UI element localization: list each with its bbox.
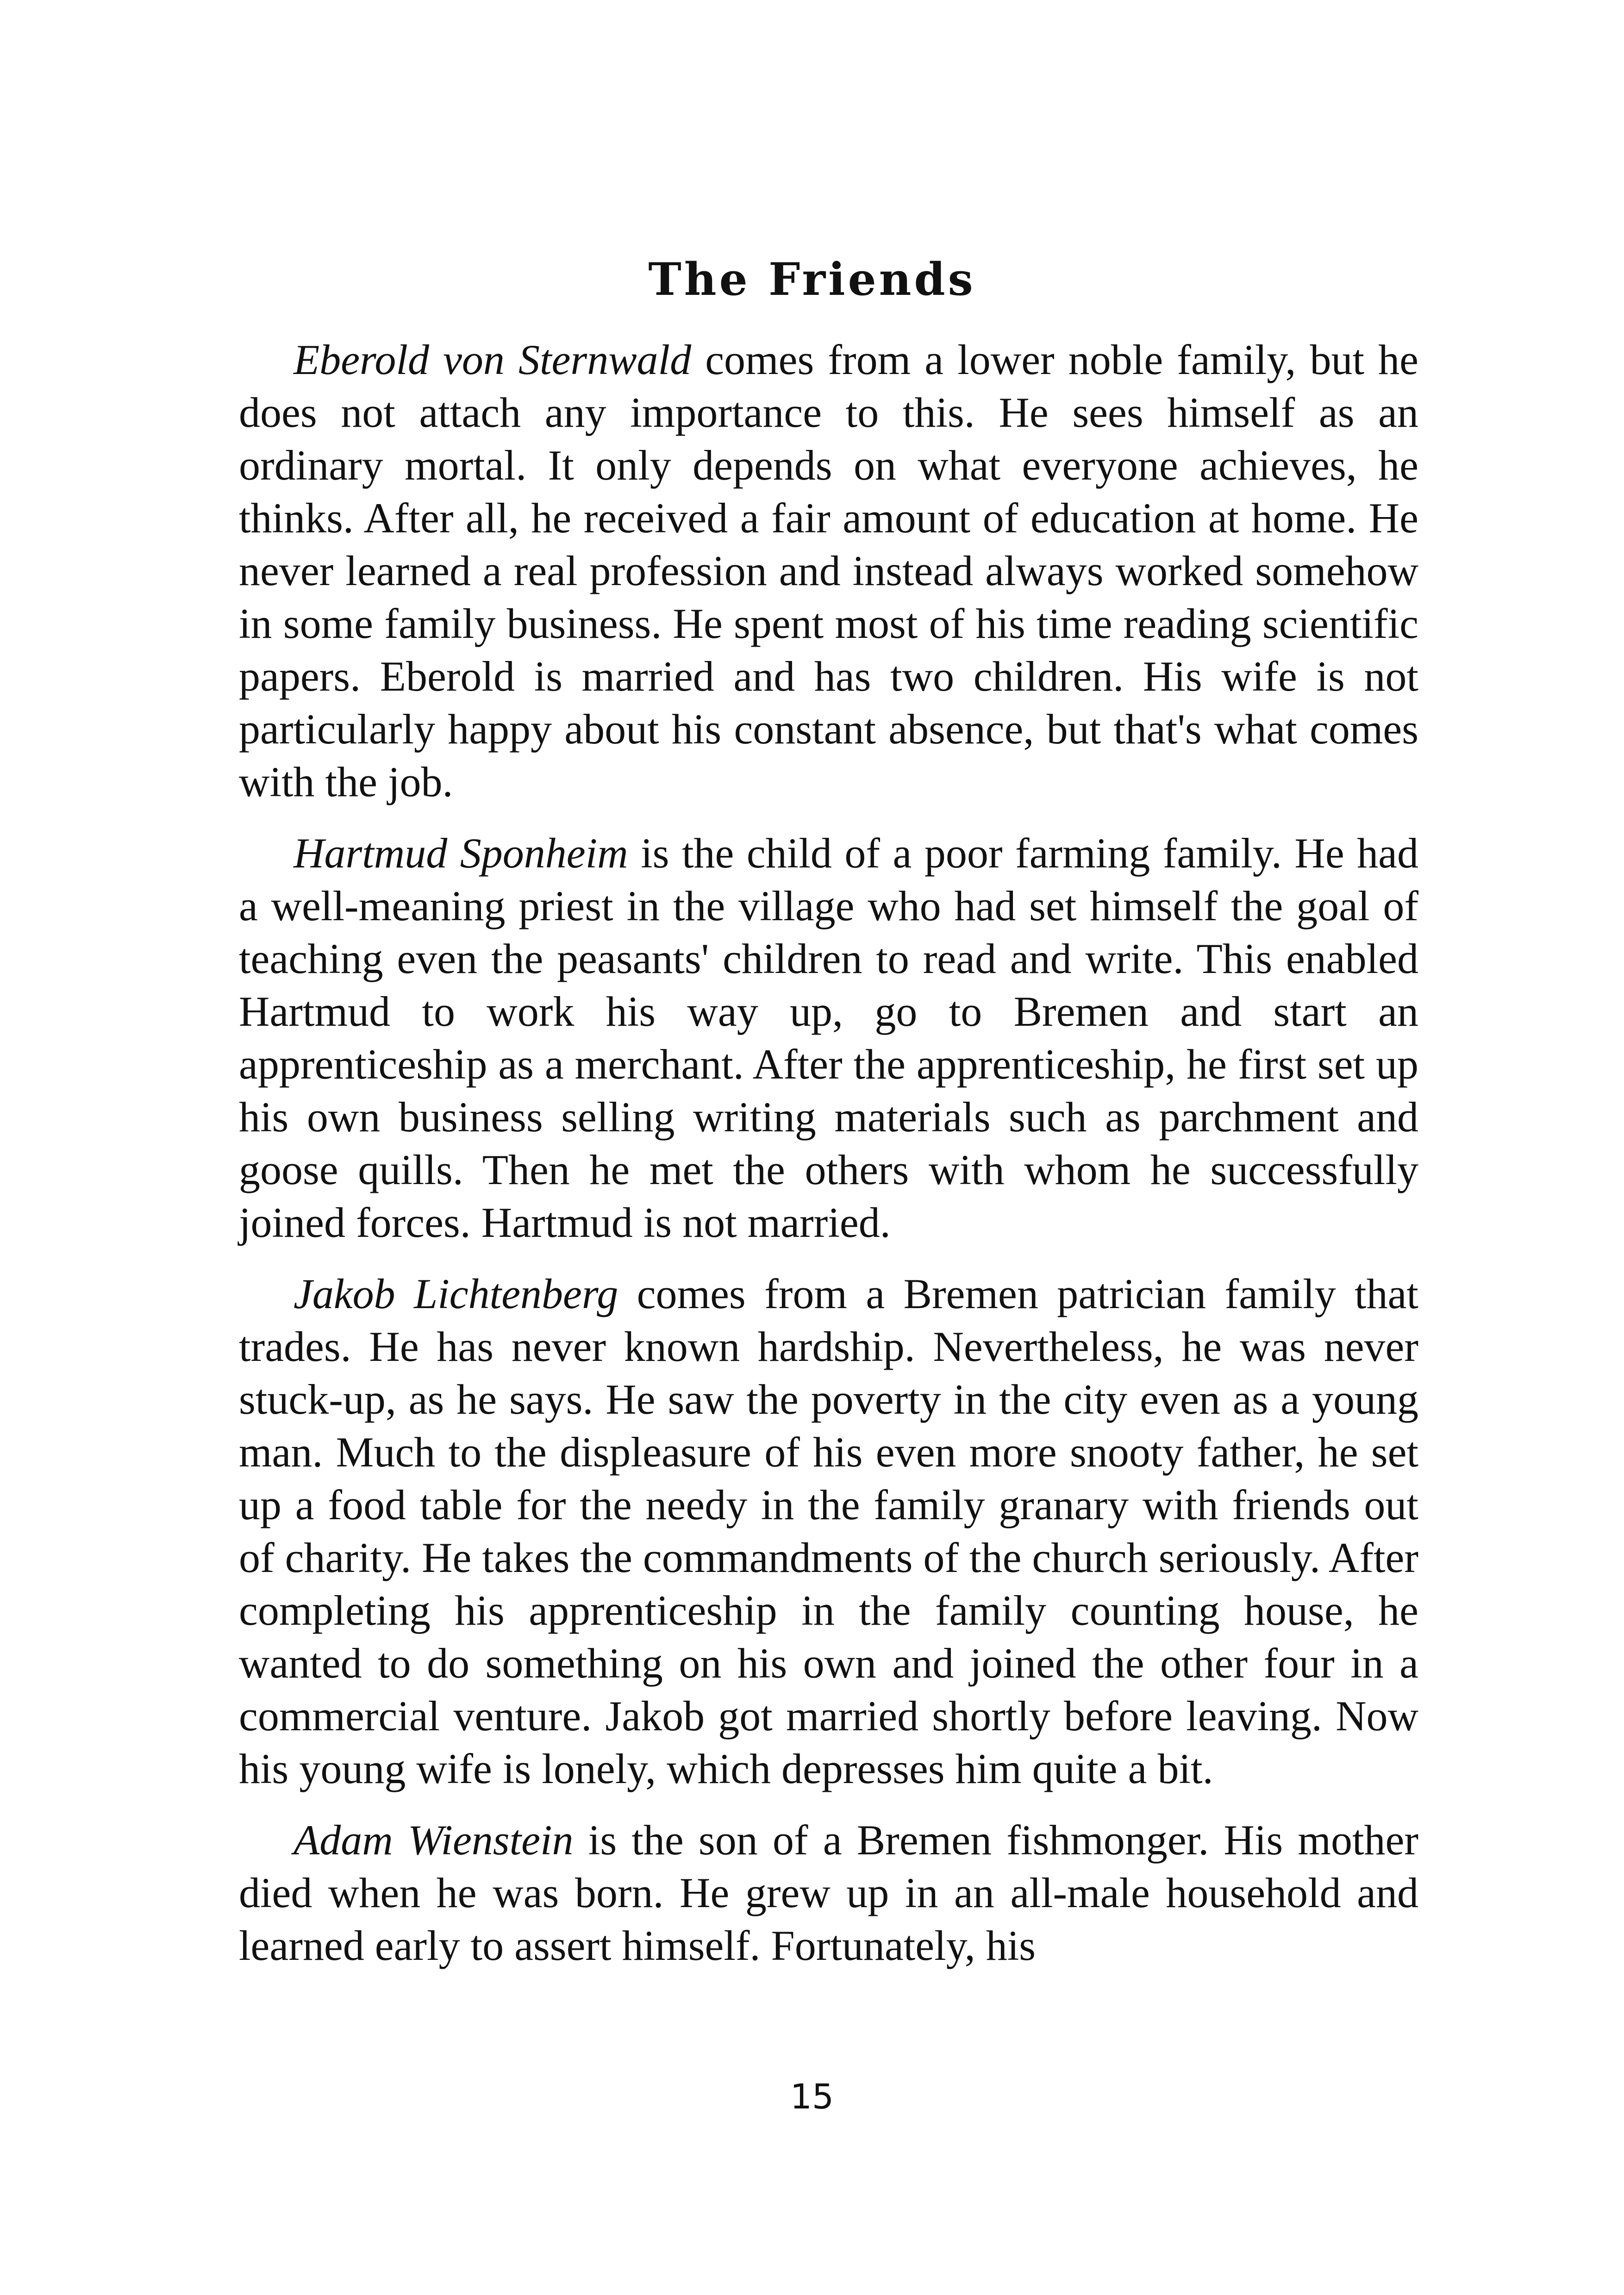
character-name: Eberold von Sternwald [294,336,692,383]
character-name: Hartmud Sponheim [294,829,628,877]
paragraph-adam [239,1814,1418,1972]
paragraph-text: comes from a lower noble family, but he does not attach any importance to this. He sees himself as an ordinary mortal. It only depends on what everyone achieves, he thinks. After all, he received a fair amount of education at home. He never learned a real profession and instead always worked somehow in some family business. He spent most of his time reading scientific papers. Eberold is married and has two children. His wife is not particularly happy about his constant absence, but that's what comes with the job. [239,336,1418,805]
chapter-title: The Friends [648,253,976,306]
paragraph-hartmud [239,827,1418,1249]
page-number: 15 [790,2077,834,2117]
paragraph-jakob [239,1267,1418,1795]
paragraph-text: comes from a Bremen patrician family that trades. He has never known hardship. Nevertheless, he was never stuck-up, as he says. He saw the poverty in the city even as a young man. Much to the displeasure of his even more snooty father, he set up a food table for the needy in the family granary with friends out of charity. He takes the commandments of the church seriously. After completing his apprenticeship in the family counting house, he wanted to do something on his own and joined the other four in a commercial venture. Jakob got married shortly before leaving. Now his young wife is lonely, which depresses him quite a bit. [239,1270,1418,1792]
paragraph-text: is the child of a poor farming family. He had a well-meaning priest in the village who had set himself the goal of teaching even the peasants' children to read and write. This enabled Hartmud to work his way up, go to Bremen and start an apprenticeship as a merchant. After the apprenticeship, he first set up his own business selling writing materials such as parchment and goose quills. Then he met the others with whom he successfully joined forces. Hartmud is not married. [239,829,1418,1246]
paragraph-eberold [239,333,1418,808]
body-text [239,333,1418,1990]
character-name: Adam Wienstein [294,1816,574,1864]
character-name: Jakob Lichtenberg [294,1270,618,1317]
paragraph-text: is the son of a Bremen fishmonger. His mother died when he was born. He grew up in an all-male household and learned early to assert himself. Fortunately, his [239,1816,1418,1969]
